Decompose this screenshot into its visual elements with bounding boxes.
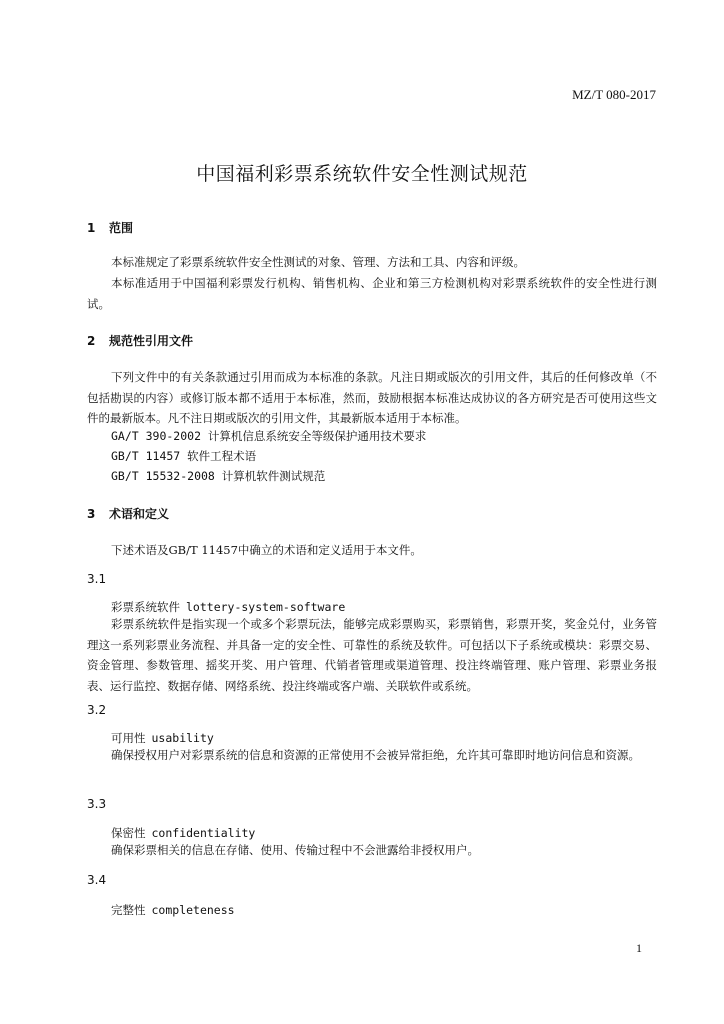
term-name-en: lottery-system-software [186,600,346,614]
paragraph: 下述术语及GB/T 11457中确立的术语和定义适用于本文件。 [111,543,422,557]
section-number: 1 [87,221,96,235]
section-3-heading [87,505,169,522]
term-title [111,599,345,615]
standard-code: MZ/T 080-2017 [572,87,656,102]
term-name-en: completeness [151,903,235,917]
reference-item: GA/T 390-2002 计算机信息系统安全等级保护通用技术要求 [111,429,427,443]
term-title [111,825,255,841]
section-title: 范围 [109,221,134,235]
term-definition: 确保授权用户对彩票系统的信息和资源的正常使用不会被异常拒绝，允许其可靠即时地访问信息和资源。 [111,748,640,762]
term-name-en: usability [151,731,214,745]
section-number: 2 [87,334,96,348]
document-title: 中国福利彩票系统软件安全性测试规范 [196,163,528,185]
term-number: 3.1 [87,572,107,586]
term-name-zh: 彩票系统软件 [111,600,180,614]
section-1-heading [87,219,133,236]
term-title [111,730,214,746]
paragraph: 下列文件中的有关条款通过引用而成为本标准的条款。凡注日期或版次的引用文件，其后的任何修改单（不包括勘误的内容）或修订版本都不适用于本标准，然而，鼓励根据本标准达成协议的各方研究是否可使用这些文件的最新版本。凡不注日期或版次的引用文件，其最新版本适用于本标准。 [87,370,657,426]
paragraph: 本标准规定了彩票系统软件安全性测试的对象、管理、方法和工具、内容和评级。 [111,255,525,269]
term-name-zh: 可用性 [111,731,146,745]
term-number: 3.3 [87,797,107,811]
term-definition: 彩票系统软件是指实现一个或多个彩票玩法，能够完成彩票购买，彩票销售，彩票开奖，奖金兑付，业务管理这一系列彩票业务流程、并具备一定的安全性、可靠性的系统及软件。可包括以下子系统或模块：彩票交易、资金管理、参数管理、摇奖开奖、用户管理、代销者管理或渠道管理、投注终端管理、账户管理、彩票业务报表、运行监控、数据存储、网络系统、投注终端或客户端、关联软件或系统。 [87,617,657,694]
term-name-zh: 保密性 [111,826,146,840]
reference-item: GB/T 11457 软件工程术语 [111,449,257,463]
term-definition: 确保彩票相关的信息在存储、使用、传输过程中不会泄露给非授权用户。 [111,843,479,857]
paragraph: 本标准适用于中国福利彩票发行机构、销售机构、企业和第三方检测机构对彩票系统软件的安全性进行测试。 [87,276,657,311]
page-number: 1 [636,941,642,955]
section-2-heading [87,332,193,349]
section-title: 规范性引用文件 [109,334,194,348]
term-name-en: confidentiality [151,826,256,840]
term-name-zh: 完整性 [111,903,146,917]
term-title [111,902,235,918]
section-number: 3 [87,507,96,521]
reference-item: GB/T 15532-2008 计算机软件测试规范 [111,469,326,483]
term-number: 3.2 [87,703,107,717]
term-number: 3.4 [87,873,107,887]
section-title: 术语和定义 [109,507,170,521]
